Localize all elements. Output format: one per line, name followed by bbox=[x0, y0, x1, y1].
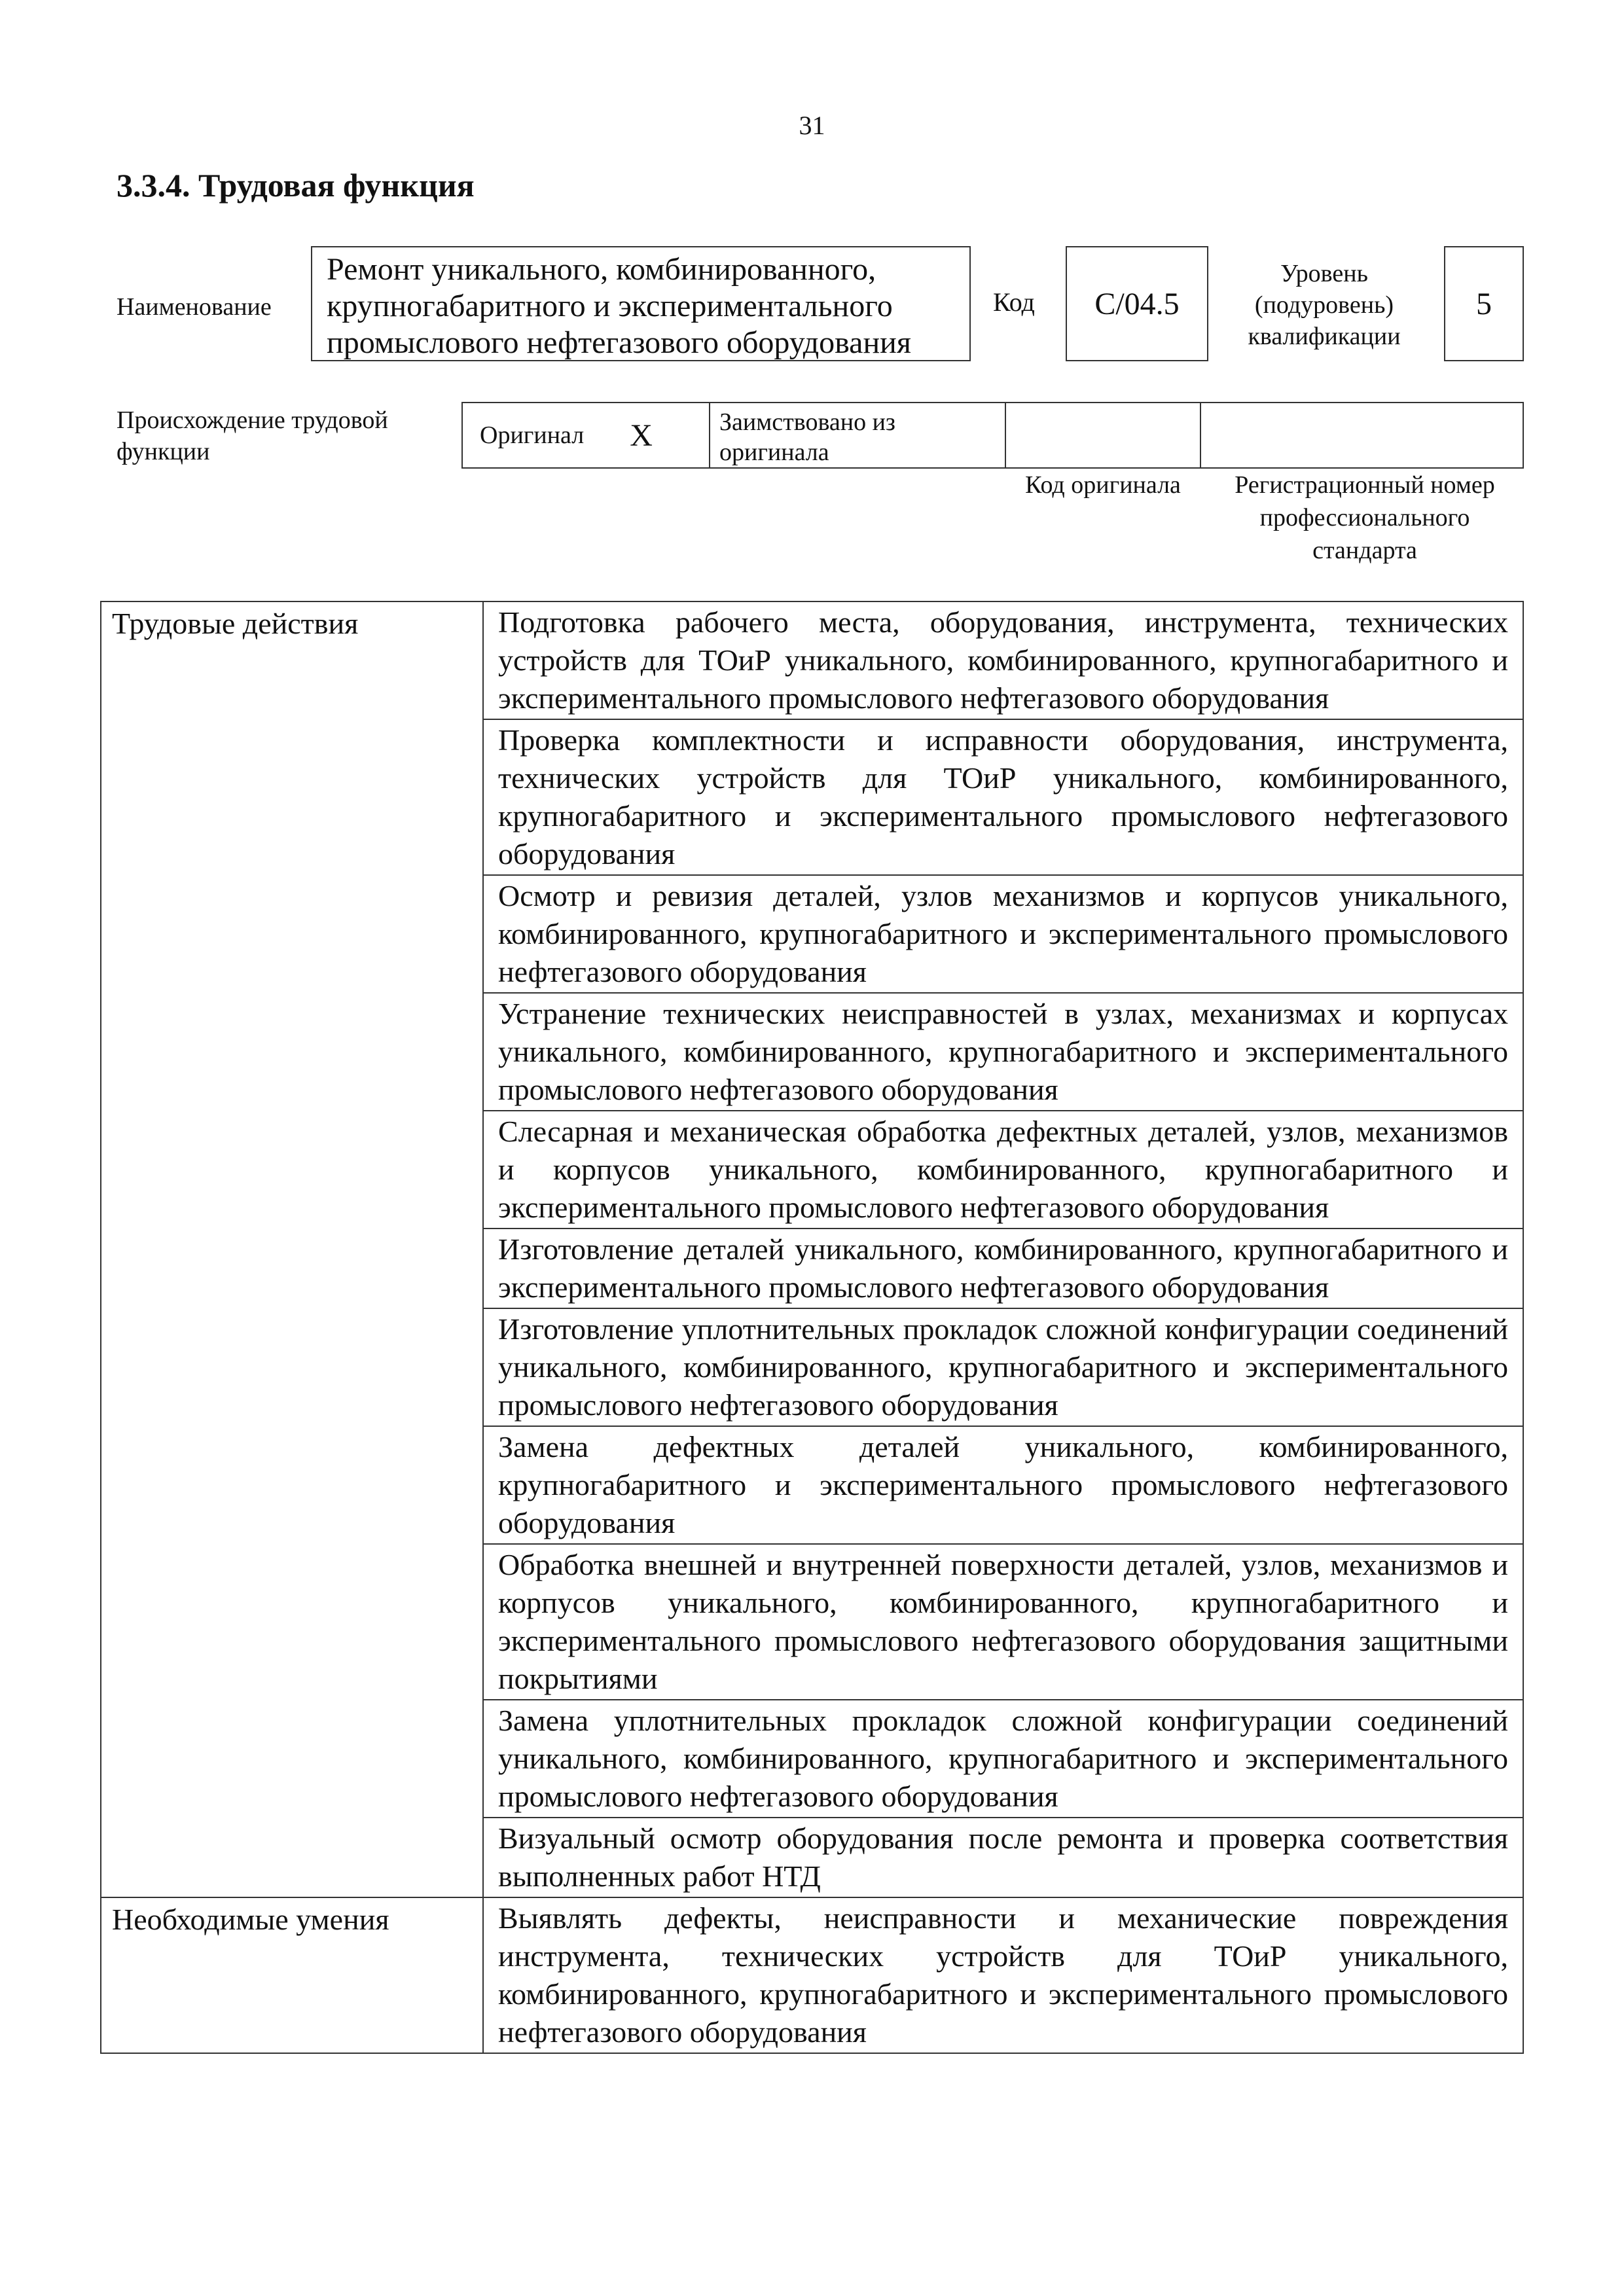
table-item: Изготовление уплотнительных прокладок сложной конфигурации соединений уникального, комбинированного, крупногабаритного и экспериментального промыслового нефтегазового оборудования bbox=[483, 1308, 1523, 1426]
origin-reg-caption: Регистрационный номер профессионального стандарта bbox=[1235, 471, 1495, 564]
level-value-box: 5 bbox=[1444, 246, 1524, 361]
table-item: Осмотр и ревизия деталей, узлов механизмов и корпусов уникального, комбинированного, крупногабаритного и экспериментального промыслового нефтегазового оборудования bbox=[483, 875, 1523, 993]
origin-code-caption: Код оригинала bbox=[1025, 471, 1181, 499]
table-item: Выявлять дефекты, неисправности и механические повреждения инструмента, технических устройств для ТОиР уникального, комбинированного, крупногабаритного и экспериментального промыслового нефтегазового оборудования bbox=[483, 1897, 1523, 2053]
functions-table bbox=[100, 601, 1524, 2054]
origin-reg-cell bbox=[1201, 403, 1523, 467]
origin-original-label: Оригинал bbox=[480, 422, 585, 449]
table-item: Замена уплотнительных прокладок сложной конфигурации соединений уникального, комбинированного, крупногабаритного и экспериментального промыслового нефтегазового оборудования bbox=[483, 1700, 1523, 1818]
level-label: Уровень (подуровень) квалификации bbox=[1248, 260, 1401, 350]
origin-original-cell bbox=[463, 403, 710, 467]
name-value-box: Ремонт уникального, комбинированного, крупногабаритного и экспериментального промыслового нефтегазового оборудования bbox=[311, 246, 971, 361]
origin-code-cell bbox=[1006, 403, 1201, 467]
section-title: Необходимые умения bbox=[101, 1897, 483, 2053]
table-item: Замена дефектных деталей уникального, комбинированного, крупногабаритного и экспериментального промыслового нефтегазового оборудования bbox=[483, 1426, 1523, 1544]
origin-label: Происхождение трудовой функции bbox=[117, 406, 388, 465]
code-value-box: C/04.5 bbox=[1066, 246, 1208, 361]
section-title: Трудовые действия bbox=[101, 601, 483, 1897]
origin-original-mark: X bbox=[630, 418, 653, 453]
origin-table bbox=[461, 402, 1524, 469]
origin-borrowed-cell: Заимствовано из оригинала bbox=[710, 403, 1006, 467]
page-number: 31 bbox=[799, 111, 825, 140]
table-item: Проверка комплектности и исправности оборудования, инструмента, технических устройств для ТОиР уникального, комбинированного, крупногабаритного и экспериментального промыслового нефтегазового оборудования bbox=[483, 719, 1523, 875]
code-label: Код bbox=[993, 287, 1035, 317]
table-row bbox=[101, 601, 1523, 719]
table-item: Подготовка рабочего места, оборудования, инструмента, технических устройств для ТОиР уникального, комбинированного, крупногабаритного и экспериментального промыслового нефтегазового оборудования bbox=[483, 601, 1523, 719]
table-item: Слесарная и механическая обработка дефектных деталей, узлов, механизмов и корпусов уникального, комбинированного, крупногабаритного и экспериментального промыслового нефтегазового оборудования bbox=[483, 1111, 1523, 1229]
table-item: Визуальный осмотр оборудования после ремонта и проверка соответствия выполненных работ НТД bbox=[483, 1818, 1523, 1897]
section-heading: 3.3.4. Трудовая функция bbox=[117, 167, 475, 204]
table-item: Устранение технических неисправностей в узлах, механизмах и корпусах уникального, комбинированного, крупногабаритного и экспериментального промыслового нефтегазового оборудования bbox=[483, 993, 1523, 1111]
table-item: Изготовление деталей уникального, комбинированного, крупногабаритного и экспериментального промыслового нефтегазового оборудования bbox=[483, 1229, 1523, 1308]
table-row bbox=[101, 1897, 1523, 2053]
table-item: Обработка внешней и внутренней поверхности деталей, узлов, механизмов и корпусов уникального, комбинированного, крупногабаритного и экспериментального промыслового нефтегазового оборудования защитными покрытиями bbox=[483, 1544, 1523, 1700]
name-label: Наименование bbox=[117, 293, 272, 321]
